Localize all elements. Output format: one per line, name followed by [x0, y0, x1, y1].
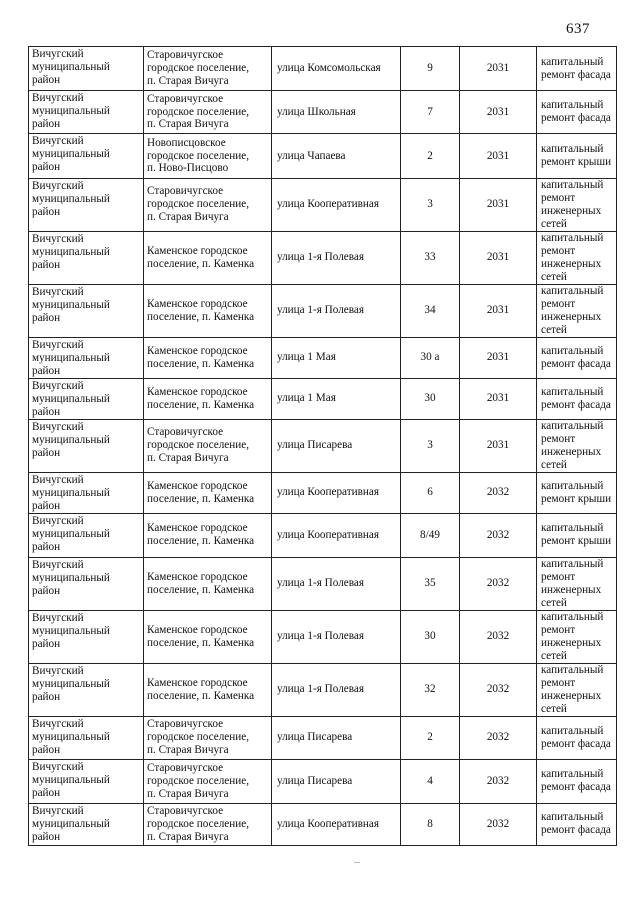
cell-year — [460, 47, 537, 91]
cell-street-text: улица Кооперативная — [277, 817, 379, 830]
cell-work-type — [537, 513, 617, 557]
cell-house-number-text: 9 — [427, 62, 433, 74]
cell-street-text: улица 1-я Полевая — [277, 251, 365, 264]
cell-house-number — [401, 231, 460, 284]
cell-street — [272, 134, 401, 179]
cell-house-number-text: 6 — [427, 486, 433, 499]
cell-street — [272, 231, 401, 284]
cell-house-number-text: 30 а — [420, 351, 440, 364]
table-row — [29, 663, 617, 716]
cell-street-text: улица 1-я Полевая — [277, 577, 365, 590]
cell-district-text: Вичугский муниципальный район — [32, 135, 110, 173]
cell-year — [460, 663, 537, 716]
cell-house-number-text: 8 — [427, 817, 433, 830]
cell-house-number — [401, 716, 460, 759]
cell-work-type — [537, 472, 617, 513]
cell-house-number-text: 30 — [424, 392, 436, 405]
cell-district — [29, 610, 144, 663]
cell-district-text: Вичугский муниципальный район — [32, 180, 110, 218]
cell-district-text: Вичугский муниципальный район — [32, 760, 110, 799]
cell-district — [29, 284, 144, 337]
cell-work-type-text: капитальный ремонт крыши — [541, 522, 612, 548]
cell-work-type — [537, 419, 617, 472]
cell-work-type — [537, 557, 617, 610]
cell-district-text: Вичугский муниципальный район — [32, 232, 110, 271]
cell-district — [29, 91, 144, 134]
cell-district — [29, 419, 144, 472]
table-row — [29, 759, 617, 803]
cell-year-text: 2032 — [486, 731, 510, 744]
cell-year — [460, 610, 537, 663]
cell-street-text: улица Школьная — [277, 105, 356, 118]
cell-district — [29, 47, 144, 91]
cell-house-number — [401, 472, 460, 513]
cell-house-number-text: 2 — [427, 149, 433, 162]
cell-settlement — [144, 284, 272, 337]
cell-year-text: 2032 — [486, 486, 510, 499]
cell-house-number-text: 8/49 — [420, 528, 440, 541]
cell-settlement-text: Каменское городское поселение, п. Каменка — [147, 344, 255, 370]
table-row — [29, 284, 617, 337]
cell-year-text: 2031 — [486, 392, 510, 405]
cell-work-type-text: капитальный ремонт крыши — [541, 479, 612, 505]
cell-year-text: 2032 — [486, 817, 510, 830]
cell-work-type — [537, 179, 617, 232]
cell-work-type — [537, 134, 617, 179]
cell-year — [460, 179, 537, 232]
cell-street — [272, 378, 401, 419]
cell-settlement-text: Старовичугское городское поселение, п. Старая Вичуга — [147, 426, 249, 465]
cell-work-type-text: капитальный ремонт инженерных сетей — [541, 179, 604, 230]
cell-year — [460, 513, 537, 557]
cell-work-type — [537, 716, 617, 759]
cell-year — [460, 378, 537, 419]
table-row — [29, 513, 617, 557]
cell-settlement — [144, 513, 272, 557]
cell-street-text: улица Комсомольская — [277, 62, 381, 74]
cell-year-text: 2031 — [486, 62, 510, 74]
cell-settlement-text: Каменское городское поселение, п. Каменка — [147, 385, 255, 411]
table-row — [29, 610, 617, 663]
cell-settlement — [144, 472, 272, 513]
table-row — [29, 134, 617, 179]
cell-district-text: Вичугский муниципальный район — [32, 285, 110, 324]
cell-settlement-text: Каменское городское поселение, п. Каменка — [147, 623, 255, 649]
table-row — [29, 47, 617, 91]
cell-district-text: Вичугский муниципальный район — [32, 92, 110, 130]
cell-settlement — [144, 378, 272, 419]
cell-work-type — [537, 231, 617, 284]
cell-work-type-text: капитальный ремонт инженерных сетей — [541, 663, 604, 715]
cell-district-text: Вичугский муниципальный район — [32, 379, 110, 418]
cell-year — [460, 419, 537, 472]
cell-district — [29, 378, 144, 419]
cell-work-type — [537, 284, 617, 337]
cell-district — [29, 472, 144, 513]
scan-mark — [354, 862, 360, 863]
cell-settlement-text: Старовичугское городское поселение, п. Старая Вичуга — [147, 185, 249, 224]
cell-street — [272, 419, 401, 472]
cell-settlement-text: Старовичугское городское поселение, п. Старая Вичуга — [147, 92, 249, 131]
page-number: 637 — [566, 21, 590, 37]
cell-street-text: улица Писарева — [277, 774, 353, 787]
cell-street — [272, 179, 401, 232]
cell-work-type — [537, 378, 617, 419]
cell-year-text: 2032 — [486, 577, 510, 590]
cell-work-type — [537, 337, 617, 378]
cell-street-text: улица 1-я Полевая — [277, 304, 365, 317]
cell-settlement — [144, 803, 272, 845]
cell-year — [460, 134, 537, 179]
cell-work-type-text: капитальный ремонт фасада — [541, 99, 611, 124]
cell-settlement-text: Старовичугское городское поселение, п. Старая Вичуга — [147, 718, 249, 757]
cell-settlement — [144, 337, 272, 378]
cell-year — [460, 91, 537, 134]
cell-work-type-text: капитальный ремонт инженерных сетей — [541, 231, 604, 283]
cell-year — [460, 231, 537, 284]
cell-district — [29, 759, 144, 803]
cell-work-type-text: капитальный ремонт фасада — [541, 344, 611, 370]
cell-work-type-text: капитальный ремонт крыши — [541, 143, 612, 168]
cell-house-number — [401, 91, 460, 134]
cell-work-type — [537, 759, 617, 803]
cell-district-text: Вичугский муниципальный район — [32, 514, 110, 553]
cell-district — [29, 663, 144, 716]
table-body — [29, 47, 617, 846]
cell-settlement-text: Каменское городское поселение, п. Каменка — [147, 676, 255, 702]
cell-settlement — [144, 47, 272, 91]
cell-year — [460, 803, 537, 845]
cell-work-type — [537, 47, 617, 91]
cell-house-number-text: 34 — [424, 304, 436, 317]
cell-work-type — [537, 663, 617, 716]
cell-work-type-text: капитальный ремонт инженерных сетей — [541, 610, 604, 662]
cell-street-text: улица 1 Мая — [277, 392, 336, 405]
cell-settlement-text: Старовичугское городское поселение, п. Старая Вичуга — [147, 49, 249, 87]
cell-street — [272, 557, 401, 610]
cell-settlement — [144, 91, 272, 134]
cell-district-text: Вичугский муниципальный район — [32, 558, 110, 597]
cell-settlement — [144, 663, 272, 716]
cell-house-number-text: 3 — [427, 198, 433, 211]
cell-district — [29, 134, 144, 179]
cell-street-text: улица Кооперативная — [277, 528, 379, 541]
cell-work-type — [537, 91, 617, 134]
cell-house-number-text: 30 — [424, 630, 436, 643]
cell-year — [460, 472, 537, 513]
cell-house-number — [401, 47, 460, 91]
cell-house-number-text: 33 — [424, 251, 436, 264]
cell-house-number — [401, 803, 460, 845]
cell-street — [272, 472, 401, 513]
cell-year — [460, 284, 537, 337]
cell-street — [272, 759, 401, 803]
cell-year-text: 2032 — [486, 683, 510, 696]
cell-house-number — [401, 610, 460, 663]
table-row — [29, 419, 617, 472]
cell-street-text: улица Кооперативная — [277, 198, 379, 211]
cell-street — [272, 47, 401, 91]
cell-work-type-text: капитальный ремонт фасада — [541, 724, 611, 750]
cell-year-text: 2031 — [486, 251, 510, 264]
cell-settlement-text: Каменское городское поселение, п. Каменка — [147, 522, 255, 548]
cell-work-type-text: капитальный ремонт инженерных сетей — [541, 284, 604, 336]
cell-settlement — [144, 610, 272, 663]
cell-year-text: 2031 — [486, 105, 510, 118]
table-row — [29, 378, 617, 419]
cell-district-text: Вичугский муниципальный район — [32, 611, 110, 650]
cell-house-number — [401, 284, 460, 337]
works-table — [28, 46, 617, 846]
cell-street-text: улица Кооперативная — [277, 486, 379, 499]
cell-district-text: Вичугский муниципальный район — [32, 473, 110, 512]
cell-settlement — [144, 557, 272, 610]
cell-street — [272, 663, 401, 716]
cell-street-text: улица 1 Мая — [277, 351, 336, 364]
cell-house-number-text: 35 — [424, 577, 436, 590]
cell-house-number — [401, 513, 460, 557]
cell-house-number-text: 2 — [427, 731, 433, 744]
table-row — [29, 337, 617, 378]
cell-settlement-text: Каменское городское поселение, п. Каменка — [147, 570, 255, 596]
cell-settlement — [144, 419, 272, 472]
cell-work-type-text: капитальный ремонт инженерных сетей — [541, 557, 604, 609]
cell-settlement — [144, 179, 272, 232]
cell-year — [460, 337, 537, 378]
cell-settlement — [144, 134, 272, 179]
cell-district-text: Вичугский муниципальный район — [32, 420, 110, 459]
cell-settlement — [144, 231, 272, 284]
cell-house-number — [401, 134, 460, 179]
cell-street — [272, 513, 401, 557]
table-row — [29, 179, 617, 232]
cell-year-text: 2031 — [486, 304, 510, 317]
cell-year-text: 2031 — [486, 439, 510, 452]
cell-settlement — [144, 716, 272, 759]
cell-street-text: улица Писарева — [277, 731, 353, 744]
table-row — [29, 716, 617, 759]
cell-house-number — [401, 378, 460, 419]
table-row — [29, 91, 617, 134]
cell-district-text: Вичугский муниципальный район — [32, 338, 110, 377]
cell-year — [460, 759, 537, 803]
cell-house-number — [401, 419, 460, 472]
cell-year-text: 2032 — [486, 774, 510, 787]
cell-year-text: 2032 — [486, 528, 510, 541]
cell-house-number — [401, 337, 460, 378]
cell-street-text: улица Писарева — [277, 439, 353, 452]
cell-street-text: улица 1-я Полевая — [277, 630, 365, 643]
cell-settlement-text: Каменское городское поселение, п. Каменка — [147, 297, 255, 323]
table-row — [29, 803, 617, 845]
cell-work-type — [537, 610, 617, 663]
cell-district — [29, 179, 144, 232]
cell-house-number — [401, 179, 460, 232]
cell-district — [29, 716, 144, 759]
cell-work-type-text: капитальный ремонт фасада — [541, 768, 611, 794]
cell-year — [460, 716, 537, 759]
table-row — [29, 557, 617, 610]
cell-settlement-text: Новописцовское городское поселение, п. Ново-Писцово — [147, 136, 249, 175]
cell-house-number-text: 32 — [424, 683, 436, 696]
cell-street-text: улица 1-я Полевая — [277, 683, 365, 696]
cell-district — [29, 231, 144, 284]
cell-district — [29, 337, 144, 378]
cell-work-type-text: капитальный ремонт инженерных сетей — [541, 419, 604, 471]
cell-house-number — [401, 663, 460, 716]
cell-house-number-text: 4 — [427, 774, 433, 787]
cell-settlement-text: Каменское городское поселение, п. Каменка — [147, 244, 255, 270]
cell-settlement-text: Каменское городское поселение, п. Каменка — [147, 479, 255, 505]
cell-year-text: 2031 — [486, 351, 510, 364]
cell-year-text: 2032 — [486, 630, 510, 643]
table-row — [29, 231, 617, 284]
cell-district — [29, 513, 144, 557]
cell-street — [272, 284, 401, 337]
cell-district — [29, 557, 144, 610]
cell-street — [272, 610, 401, 663]
cell-settlement-text: Старовичугское городское поселение, п. Старая Вичуга — [147, 761, 249, 800]
cell-settlement-text: Старовичугское городское поселение, п. Старая Вичуга — [147, 804, 249, 843]
cell-work-type-text: капитальный ремонт фасада — [541, 385, 611, 411]
cell-street — [272, 337, 401, 378]
cell-house-number-text: 3 — [427, 439, 433, 452]
cell-district-text: Вичугский муниципальный район — [32, 48, 110, 86]
cell-house-number — [401, 557, 460, 610]
cell-work-type-text: капитальный ремонт фасада — [541, 55, 611, 81]
cell-house-number — [401, 759, 460, 803]
cell-street-text: улица Чапаева — [277, 149, 346, 162]
cell-work-type-text: капитальный ремонт фасада — [541, 811, 611, 837]
cell-year-text: 2031 — [486, 198, 510, 211]
cell-street — [272, 91, 401, 134]
table-row — [29, 472, 617, 513]
cell-street — [272, 716, 401, 759]
cell-settlement — [144, 759, 272, 803]
cell-district — [29, 803, 144, 845]
cell-house-number-text: 7 — [427, 105, 433, 118]
cell-district-text: Вичугский муниципальный район — [32, 804, 110, 843]
cell-district-text: Вичугский муниципальный район — [32, 717, 110, 756]
cell-street — [272, 803, 401, 845]
cell-work-type — [537, 803, 617, 845]
cell-year — [460, 557, 537, 610]
cell-district-text: Вичугский муниципальный район — [32, 664, 110, 703]
cell-year-text: 2031 — [486, 149, 510, 162]
